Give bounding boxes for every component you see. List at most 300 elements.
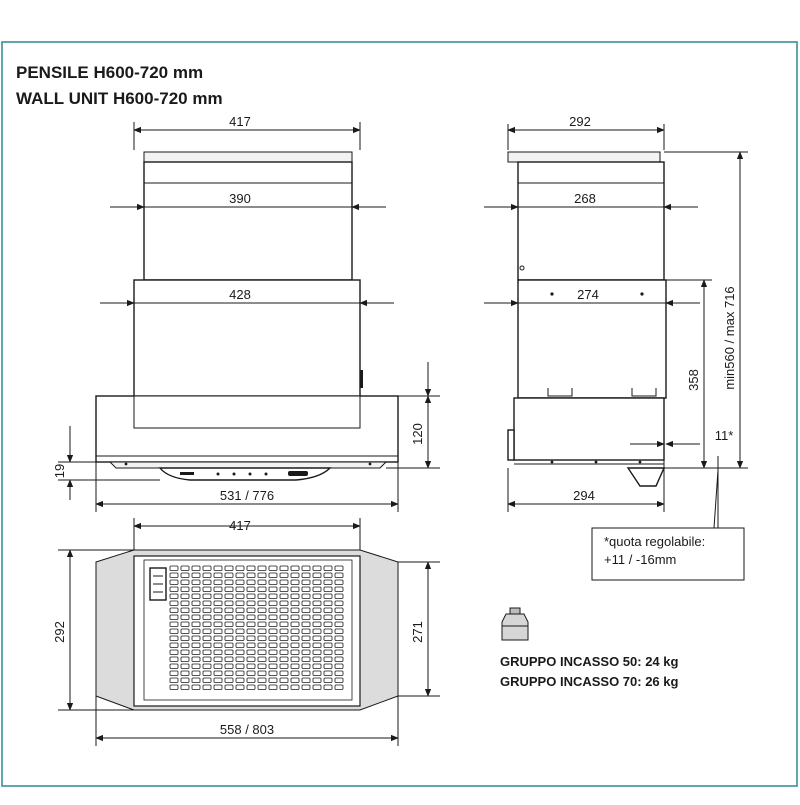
grille-slot <box>269 566 277 571</box>
note-line-1: *quota regolabile: <box>604 534 706 549</box>
grille-slot <box>269 580 277 585</box>
grille-slot <box>313 587 321 592</box>
dim-bottom-top-width: 417 <box>229 518 251 533</box>
grille-slot <box>181 678 189 683</box>
grille-slot <box>181 650 189 655</box>
grille-slot <box>214 615 222 620</box>
grille-slot <box>181 615 189 620</box>
grille-slot <box>247 657 255 662</box>
grille-slot <box>203 573 211 578</box>
grille-slot <box>335 587 343 592</box>
grille-slot <box>214 594 222 599</box>
grille-slot <box>291 664 299 669</box>
grille-slot <box>258 685 266 690</box>
grille-slot <box>280 685 288 690</box>
grille-slot <box>236 657 244 662</box>
grille-slot <box>214 629 222 634</box>
grille-slot <box>214 643 222 648</box>
grille-slot <box>258 594 266 599</box>
grille-slot <box>258 629 266 634</box>
grille-slot <box>225 657 233 662</box>
grille-slot <box>247 580 255 585</box>
grille-slot <box>269 608 277 613</box>
grille-slot <box>203 650 211 655</box>
grille-slot <box>291 615 299 620</box>
grille-slot <box>247 622 255 627</box>
dim-front-body-width: 428 <box>229 287 251 302</box>
grille-slot <box>247 601 255 606</box>
grille-slot <box>214 622 222 627</box>
grille-slot <box>269 643 277 648</box>
grille-slot <box>302 615 310 620</box>
grille-slot <box>247 587 255 592</box>
grille-slot <box>225 608 233 613</box>
grille-slot <box>247 594 255 599</box>
grille-slot <box>313 566 321 571</box>
grille-slot <box>214 671 222 676</box>
grille-slot <box>280 566 288 571</box>
grille-slot <box>302 636 310 641</box>
grille-slot <box>170 664 178 669</box>
grille-slot <box>236 643 244 648</box>
grille-slot <box>247 573 255 578</box>
grille-slot <box>203 594 211 599</box>
grille-slot <box>225 601 233 606</box>
grille-slot <box>258 573 266 578</box>
grille-slot <box>247 650 255 655</box>
grille-slot <box>280 608 288 613</box>
grille-slot <box>181 608 189 613</box>
grille-slot <box>181 671 189 676</box>
grille-slot <box>291 636 299 641</box>
grille-slot <box>269 650 277 655</box>
grille-slot <box>335 622 343 627</box>
grille-slot <box>269 685 277 690</box>
grille-slot <box>324 622 332 627</box>
grille-slot <box>181 657 189 662</box>
grille-slot <box>170 573 178 578</box>
grille-slot <box>324 587 332 592</box>
grille-slot <box>280 573 288 578</box>
grille-slot <box>170 587 178 592</box>
grille-slot <box>236 650 244 655</box>
grille-slot <box>181 664 189 669</box>
dim-front-top-width: 417 <box>229 114 251 129</box>
grille-slot <box>247 636 255 641</box>
grille-slot <box>291 685 299 690</box>
weight-line-1: GRUPPO INCASSO 50: 24 kg <box>500 654 679 669</box>
grille-slot <box>269 678 277 683</box>
side-view <box>484 114 748 528</box>
grille-slot <box>181 587 189 592</box>
grille-slot <box>203 622 211 627</box>
grille-slot <box>170 594 178 599</box>
grille-slot <box>203 580 211 585</box>
grille-slot <box>203 615 211 620</box>
grille-slot <box>258 664 266 669</box>
grille-slot <box>247 608 255 613</box>
grille-slot <box>181 580 189 585</box>
grille-slot <box>291 573 299 578</box>
grille-slot <box>269 629 277 634</box>
grille-slot <box>214 664 222 669</box>
grille-slot <box>192 678 200 683</box>
grille-slot <box>335 678 343 683</box>
grille-slot <box>313 594 321 599</box>
grille-slot <box>269 671 277 676</box>
grille-slot <box>203 566 211 571</box>
dim-front-bottom-height: 19 <box>52 463 67 479</box>
grille-slot <box>181 643 189 648</box>
grille-slot <box>280 587 288 592</box>
grille-slot <box>269 622 277 627</box>
grille-slot <box>181 573 189 578</box>
grille-slot <box>203 643 211 648</box>
grille-slot <box>258 643 266 648</box>
grille-slot <box>170 608 178 613</box>
grille-slot <box>170 650 178 655</box>
grille-slot <box>313 678 321 683</box>
grille-slot <box>335 643 343 648</box>
grille-slot <box>203 671 211 676</box>
front-chimney-cap <box>144 152 352 162</box>
grille-slot <box>214 636 222 641</box>
grille-slot <box>291 566 299 571</box>
grille-slot <box>269 664 277 669</box>
title-line-1: PENSILE H600-720 mm <box>16 63 204 82</box>
grille-slot <box>225 580 233 585</box>
grille-slot <box>258 678 266 683</box>
grille-slot <box>214 587 222 592</box>
dim-front-total-width: 531 / 776 <box>219 488 275 503</box>
grille-slot <box>335 594 343 599</box>
grille-slot <box>324 664 332 669</box>
grille-slot <box>335 671 343 676</box>
dim-front-canopy-height: 120 <box>410 423 425 445</box>
grille-slot <box>225 678 233 683</box>
grille-slot <box>313 608 321 613</box>
grille-slot <box>335 636 343 641</box>
dim-side-offset: 11* <box>714 428 734 443</box>
grille-slot <box>324 580 332 585</box>
grille-slot <box>324 608 332 613</box>
grille-slot <box>192 566 200 571</box>
grille-slot <box>236 685 244 690</box>
grille-slot <box>203 629 211 634</box>
grille-slot <box>324 685 332 690</box>
grille-slot <box>170 643 178 648</box>
grille-slot <box>236 566 244 571</box>
dim-front-inner-width: 390 <box>229 191 251 206</box>
grille-slot <box>236 678 244 683</box>
grille-slot <box>214 608 222 613</box>
grille-slot <box>313 685 321 690</box>
grille-slot <box>302 608 310 613</box>
grille-slot <box>170 615 178 620</box>
grille-slot <box>324 650 332 655</box>
grille-slot <box>324 678 332 683</box>
dim-bottom-total-width: 558 / 803 <box>219 722 275 737</box>
grille-slot <box>236 594 244 599</box>
grille-slot <box>280 622 288 627</box>
grille-slot <box>291 587 299 592</box>
grille-slot <box>258 566 266 571</box>
grille-slot <box>313 657 321 662</box>
grille-slot <box>214 685 222 690</box>
grille-slot <box>324 615 332 620</box>
grille-slot <box>258 650 266 655</box>
grille-slot <box>313 643 321 648</box>
grille-slot <box>313 671 321 676</box>
grille-slot <box>258 636 266 641</box>
grille-slot <box>291 594 299 599</box>
grille-slot <box>335 573 343 578</box>
grille-slot <box>236 664 244 669</box>
grille-slot <box>302 643 310 648</box>
grille-slot <box>225 615 233 620</box>
grille-slot <box>192 587 200 592</box>
grille-slot <box>324 629 332 634</box>
grille-slot <box>302 622 310 627</box>
grille-slot <box>291 622 299 627</box>
grille-slot <box>335 664 343 669</box>
adjustable-note <box>592 528 744 580</box>
grille-slot <box>236 573 244 578</box>
grille-slot <box>258 587 266 592</box>
grille-slot <box>192 664 200 669</box>
grille-slot <box>269 601 277 606</box>
side-canopy <box>514 398 664 460</box>
grille-slot <box>291 671 299 676</box>
note-line-2: +11 / -16mm <box>604 552 677 567</box>
grille-slot <box>258 657 266 662</box>
grille-slot <box>214 580 222 585</box>
grille-slot <box>280 629 288 634</box>
grille-slot <box>203 678 211 683</box>
grille-slot <box>247 678 255 683</box>
grille-slot <box>170 636 178 641</box>
dim-side-body-depth: 274 <box>577 287 599 302</box>
grille-slot <box>302 650 310 655</box>
grille-slot <box>335 608 343 613</box>
grille-slot <box>247 664 255 669</box>
grille-slot <box>192 636 200 641</box>
grille-slot <box>214 657 222 662</box>
grille-slot <box>225 587 233 592</box>
grille-slot <box>181 594 189 599</box>
grille-slot <box>214 566 222 571</box>
grille-slot <box>302 594 310 599</box>
grille-slot <box>236 622 244 627</box>
grille-slot <box>291 580 299 585</box>
grille-slot <box>324 636 332 641</box>
grille-slot <box>324 566 332 571</box>
grille-slot <box>302 587 310 592</box>
grille-slot <box>247 671 255 676</box>
grille-slot <box>225 636 233 641</box>
grille-slot <box>335 601 343 606</box>
grille-slot <box>236 580 244 585</box>
grille-slot <box>302 566 310 571</box>
grille-slot <box>258 580 266 585</box>
dim-bottom-left-depth: 292 <box>52 621 67 643</box>
grille-slot <box>291 657 299 662</box>
grille-slot <box>236 587 244 592</box>
grille-slot <box>225 573 233 578</box>
grille-slot <box>280 678 288 683</box>
grille-slot <box>236 601 244 606</box>
grille-slot <box>170 622 178 627</box>
grille-slot <box>280 601 288 606</box>
grille-slot <box>280 643 288 648</box>
grille-slot <box>192 643 200 648</box>
grille-slot <box>280 594 288 599</box>
grille-slot <box>335 685 343 690</box>
grille-slot <box>324 601 332 606</box>
grille-slot <box>335 629 343 634</box>
grille-slot <box>181 685 189 690</box>
dim-side-inner-depth: 268 <box>574 191 596 206</box>
grille-slot <box>214 573 222 578</box>
grille-slot <box>269 615 277 620</box>
grille-slot <box>181 636 189 641</box>
dim-side-base-depth: 294 <box>573 488 595 503</box>
grille-slot <box>170 657 178 662</box>
grille-slot <box>170 678 178 683</box>
grille-slot <box>214 601 222 606</box>
grille-slot <box>225 629 233 634</box>
grille-slot <box>302 671 310 676</box>
grille-slot <box>291 608 299 613</box>
dim-bottom-right-depth: 271 <box>410 621 425 643</box>
grille-slot <box>192 615 200 620</box>
grille-slot <box>236 608 244 613</box>
grille-slot <box>280 650 288 655</box>
grille-slot <box>192 650 200 655</box>
grille-slot <box>247 643 255 648</box>
grille-slot <box>291 678 299 683</box>
grille-slot <box>225 650 233 655</box>
grille-slot <box>214 678 222 683</box>
grille-slot <box>203 685 211 690</box>
grille-slot <box>225 671 233 676</box>
weight-line-2: GRUPPO INCASSO 70: 26 kg <box>500 674 679 689</box>
dim-side-358: 358 <box>686 369 701 391</box>
grille-slot <box>324 594 332 599</box>
grille-slot <box>302 657 310 662</box>
grille-slot <box>269 587 277 592</box>
grille-slot <box>324 643 332 648</box>
grille-slot <box>192 573 200 578</box>
grille-slot <box>192 608 200 613</box>
bottom-view <box>52 518 440 746</box>
grille-slot <box>170 601 178 606</box>
grille-slot <box>280 671 288 676</box>
grille-slot <box>302 664 310 669</box>
grille-slot <box>335 566 343 571</box>
grille-slot <box>247 629 255 634</box>
grille-slot <box>236 629 244 634</box>
grille-slot <box>170 671 178 676</box>
grille-slot <box>302 678 310 683</box>
grille-slot <box>258 608 266 613</box>
grille-slot <box>313 615 321 620</box>
grille-slot <box>170 566 178 571</box>
grille-slot <box>302 573 310 578</box>
grille-slot <box>313 650 321 655</box>
grille-slot <box>291 629 299 634</box>
front-view <box>52 114 440 512</box>
grille-slot <box>192 657 200 662</box>
dim-side-top-depth: 292 <box>569 114 591 129</box>
grille-slot <box>258 601 266 606</box>
grille-slot <box>335 580 343 585</box>
grille-slot <box>170 685 178 690</box>
grille-slot <box>236 615 244 620</box>
dim-side-height-range: min560 / max 716 <box>722 286 737 390</box>
grille-slot <box>225 594 233 599</box>
grille-slot <box>291 650 299 655</box>
grille-slot <box>280 657 288 662</box>
grille-slot <box>280 580 288 585</box>
grille-slot <box>181 622 189 627</box>
side-upper-chimney <box>518 162 664 280</box>
grille-slot <box>192 629 200 634</box>
grille-slot <box>269 594 277 599</box>
grille-slot <box>302 580 310 585</box>
grille-slot <box>170 629 178 634</box>
front-upper-chimney <box>144 162 352 280</box>
grille-slot <box>203 636 211 641</box>
grille-slot <box>203 657 211 662</box>
grille-slot <box>269 636 277 641</box>
grille-slot <box>192 594 200 599</box>
grille-slot <box>181 566 189 571</box>
grille-slot <box>335 615 343 620</box>
grille-slot <box>313 664 321 669</box>
grille-slot <box>258 615 266 620</box>
grille-slot <box>181 601 189 606</box>
grille-slot <box>280 636 288 641</box>
grille-slot <box>324 671 332 676</box>
grille-slot <box>324 573 332 578</box>
grille-slot <box>291 601 299 606</box>
grille-slot <box>236 636 244 641</box>
grille-slot <box>313 601 321 606</box>
grille-slot <box>225 622 233 627</box>
grille-slot <box>280 615 288 620</box>
grille-slot <box>192 580 200 585</box>
title-line-2: WALL UNIT H600-720 mm <box>16 89 223 108</box>
grille-slot <box>247 566 255 571</box>
grille-slot <box>214 650 222 655</box>
grille-slot <box>203 664 211 669</box>
grille-slot <box>247 685 255 690</box>
grille-slot <box>335 650 343 655</box>
grille-slot <box>203 601 211 606</box>
grille-slot <box>225 664 233 669</box>
grille-slot <box>192 671 200 676</box>
grille-slot <box>225 685 233 690</box>
grille-slot <box>269 573 277 578</box>
grille-slot <box>236 671 244 676</box>
grille-slot <box>269 657 277 662</box>
grille-slot <box>313 622 321 627</box>
grille-slot <box>181 629 189 634</box>
grille-slot <box>225 566 233 571</box>
grille-slot <box>313 629 321 634</box>
grille-slot <box>324 657 332 662</box>
